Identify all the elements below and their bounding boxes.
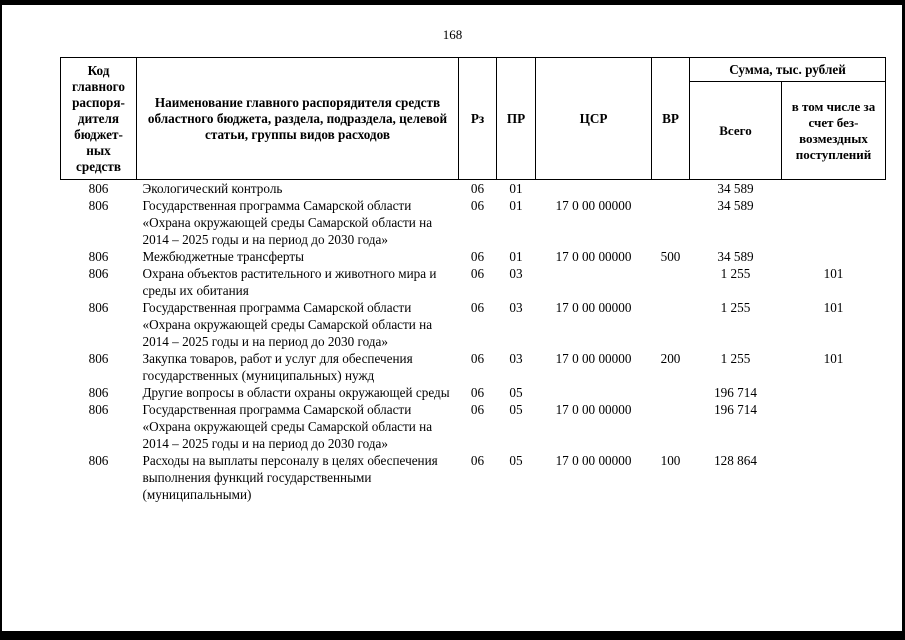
table-row <box>61 384 886 401</box>
header-sum-group: Сумма, тыс. рублей <box>690 58 886 82</box>
cell-pr: 01 <box>509 198 523 213</box>
page-number: 168 <box>442 27 463 42</box>
cell-grants <box>782 384 886 401</box>
cell-grants <box>782 401 886 452</box>
table-header <box>61 58 886 180</box>
cell-rz: 06 <box>470 402 485 417</box>
header-total: Всего <box>690 82 782 180</box>
table-row <box>61 299 886 350</box>
cell-code: 806 <box>88 198 109 213</box>
cell-code: 806 <box>88 181 109 196</box>
cell-code: 806 <box>88 249 109 264</box>
cell-pr: 03 <box>509 266 523 281</box>
cell-vr <box>652 299 690 350</box>
cell-total: 34 589 <box>717 181 754 196</box>
cell-rz: 06 <box>470 181 485 196</box>
page-border-top <box>0 0 905 5</box>
cell-grants: 101 <box>823 266 844 281</box>
header-name: Наименование главного распорядителя средств областного бюджета, раздела, подраздела, целевой статьи, группы видов расходов <box>137 58 459 180</box>
cell-rz: 06 <box>470 300 485 315</box>
cell-name: Государственная программа Самарской области «Охрана окружающей среды Самарской области на 2014 – 2025 годы и на период до 2030 года» <box>142 402 433 451</box>
cell-name: Государственная программа Самарской области «Охрана окружающей среды Самарской области на 2014 – 2025 годы и на период до 2030 года» <box>142 300 433 349</box>
cell-grants <box>782 197 886 248</box>
cell-csr <box>536 384 652 401</box>
cell-grants: 101 <box>823 300 844 315</box>
cell-code: 806 <box>88 385 109 400</box>
table-row <box>61 180 886 198</box>
header-pr: ПР <box>497 58 536 180</box>
cell-pr: 05 <box>509 385 523 400</box>
table-row <box>61 401 886 452</box>
header-vr: ВР <box>652 58 690 180</box>
cell-total: 1 255 <box>720 266 751 281</box>
cell-name: Межбюджетные трансферты <box>142 249 304 264</box>
cell-rz: 06 <box>470 385 485 400</box>
cell-name: Экологический контроль <box>142 181 283 196</box>
page-border-bottom <box>0 631 905 640</box>
cell-rz: 06 <box>470 198 485 213</box>
cell-name: Расходы на выплаты персоналу в целях обеспечения выполнения функций государственными (муниципальными) <box>142 453 438 502</box>
cell-grants <box>782 248 886 265</box>
cell-total: 128 864 <box>714 453 757 468</box>
cell-pr: 05 <box>509 402 523 417</box>
cell-vr: 500 <box>660 249 681 264</box>
cell-vr: 100 <box>660 453 681 468</box>
cell-rz: 06 <box>470 266 485 281</box>
cell-name: Другие вопросы в области охраны окружающей среды <box>142 385 450 400</box>
cell-vr <box>652 384 690 401</box>
table-row <box>61 248 886 265</box>
cell-code: 806 <box>88 300 109 315</box>
cell-csr: 17 0 00 00000 <box>555 351 632 366</box>
header-grants: в том числе за счет без-возмездных поступлений <box>782 82 886 180</box>
table-row <box>61 350 886 384</box>
cell-vr <box>652 197 690 248</box>
cell-code: 806 <box>88 351 109 366</box>
cell-grants <box>782 452 886 503</box>
table-row <box>61 265 886 299</box>
table-row <box>61 452 886 503</box>
cell-total: 196 714 <box>714 402 757 417</box>
cell-code: 806 <box>88 266 109 281</box>
cell-csr <box>536 180 652 198</box>
cell-vr <box>652 401 690 452</box>
table-row <box>61 197 886 248</box>
cell-name: Государственная программа Самарской области «Охрана окружающей среды Самарской области на 2014 – 2025 годы и на период до 2030 года» <box>142 198 433 247</box>
cell-csr <box>536 265 652 299</box>
cell-pr: 03 <box>509 351 523 366</box>
cell-code: 806 <box>88 453 109 468</box>
table-body <box>61 180 886 504</box>
cell-grants: 101 <box>823 351 844 366</box>
header-code: Код главного распоря-дителя бюджет-ных средств <box>61 58 137 180</box>
cell-total: 1 255 <box>720 300 751 315</box>
cell-rz: 06 <box>470 453 485 468</box>
cell-grants <box>782 180 886 198</box>
cell-pr: 01 <box>509 249 523 264</box>
cell-csr: 17 0 00 00000 <box>555 300 632 315</box>
header-csr: ЦСР <box>536 58 652 180</box>
cell-name: Закупка товаров, работ и услуг для обеспечения государственных (муниципальных) нужд <box>142 351 413 383</box>
cell-vr <box>652 180 690 198</box>
header-rz: Рз <box>459 58 497 180</box>
cell-total: 34 589 <box>717 249 754 264</box>
cell-total: 196 714 <box>714 385 757 400</box>
cell-vr: 200 <box>660 351 681 366</box>
cell-vr <box>652 265 690 299</box>
cell-pr: 01 <box>509 181 523 196</box>
cell-name: Охрана объектов растительного и животного мира и среды их обитания <box>142 266 437 298</box>
cell-csr: 17 0 00 00000 <box>555 198 632 213</box>
cell-csr: 17 0 00 00000 <box>555 249 632 264</box>
cell-csr: 17 0 00 00000 <box>555 453 632 468</box>
cell-total: 1 255 <box>720 351 751 366</box>
cell-code: 806 <box>88 402 109 417</box>
cell-csr: 17 0 00 00000 <box>555 402 632 417</box>
cell-pr: 03 <box>509 300 523 315</box>
budget-table <box>60 57 886 503</box>
page-border-left <box>0 0 2 640</box>
cell-pr: 05 <box>509 453 523 468</box>
cell-rz: 06 <box>470 351 485 366</box>
cell-total: 34 589 <box>717 198 754 213</box>
cell-rz: 06 <box>470 249 485 264</box>
